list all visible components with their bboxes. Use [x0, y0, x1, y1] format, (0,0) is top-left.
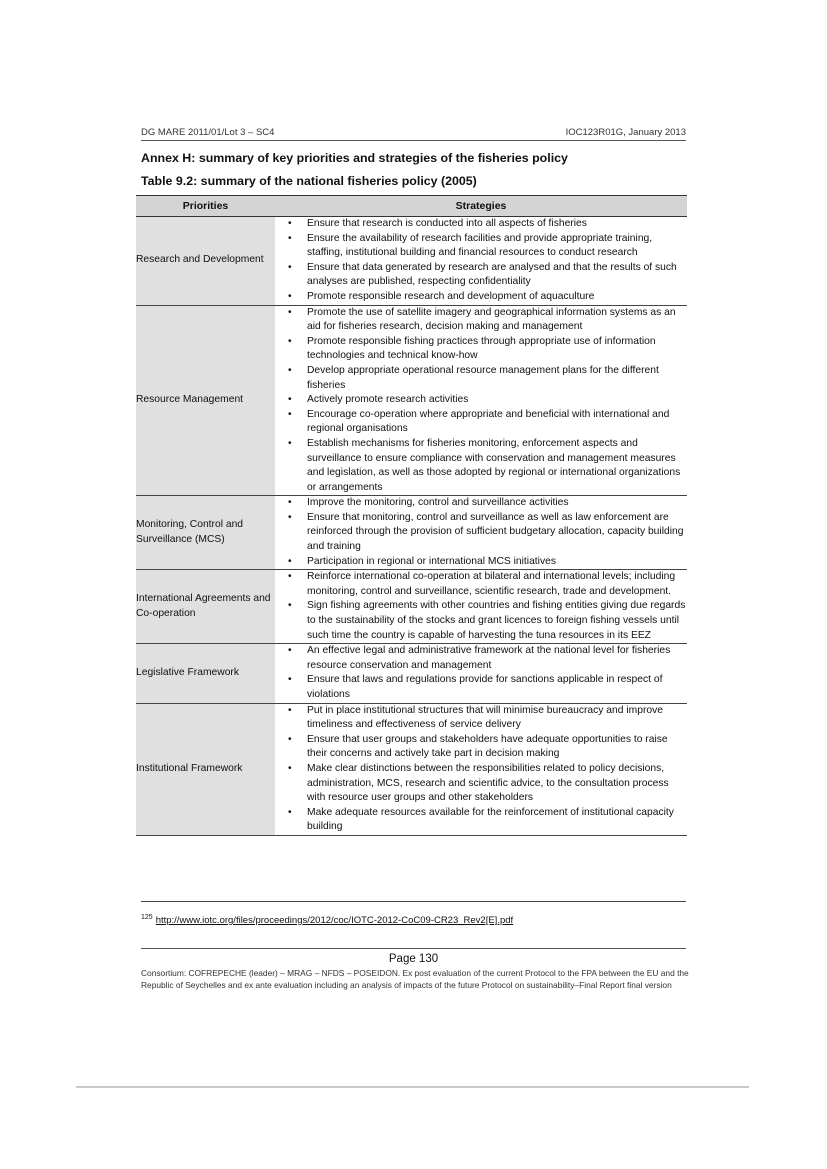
strategy-item: • Ensure that research is conducted into all aspects of fisheries: [275, 217, 687, 232]
priority-cell: Institutional Framework: [136, 703, 275, 835]
strategy-item: • Establish mechanisms for fisheries monitoring, enforcement aspects and surveillance to ensure compliance with conservation and management measures and legislation, as well as those adopted by regional or international organizations or arrangements: [275, 437, 687, 495]
strategy-item: • Promote responsible fishing practices through appropriate use of information technologies and technical know-how: [275, 335, 687, 364]
strategy-list: [275, 217, 687, 305]
header-divider: [141, 140, 686, 141]
header-left: DG MARE 2011/01/Lot 3 – SC4: [141, 127, 275, 138]
strategy-item: • Promote responsible research and development of aquaculture: [275, 290, 687, 305]
policy-table: [136, 195, 687, 836]
footnote-link[interactable]: http://www.iotc.org/files/proceedings/2012/coc/IOTC-2012-CoC09-CR23_Rev2[E].pdf: [155, 915, 514, 927]
strategy-item: • Actively promote research activities: [275, 393, 687, 408]
table-row: [136, 570, 687, 644]
footnote: [141, 914, 513, 926]
strategy-item: • Put in place institutional structures that will minimise bureaucracy and improve timeliness and effectiveness of service delivery: [275, 704, 687, 733]
strategy-list: [275, 570, 687, 643]
strategy-list: [275, 704, 687, 835]
priority-cell: Research and Development: [136, 217, 275, 306]
strategy-item: • Participation in regional or international MCS initiatives: [275, 555, 687, 570]
table-row: [136, 305, 687, 496]
consortium-note: Consortium: COFREPECHE (leader) – MRAG – NFDS – POSEIDON. Ex post evaluation of the current Protocol to the FPA between the EU and the Republic of Seychelles and ex ante evaluation including an analysis of impacts of the future Protocol on sustainability–Final Report final version: [141, 968, 689, 990]
strategy-list: [275, 496, 687, 569]
table-header-row: [136, 196, 687, 217]
strategies-cell: [275, 644, 687, 703]
strategies-cell: [275, 305, 687, 496]
strategy-item: • Improve the monitoring, control and surveillance activities: [275, 496, 687, 511]
table-row: [136, 217, 687, 306]
priority-cell: Resource Management: [136, 305, 275, 496]
table-row: [136, 496, 687, 570]
priority-cell: Monitoring, Control and Surveillance (MCS): [136, 496, 275, 570]
strategy-item: • Ensure that laws and regulations provide for sanctions applicable in respect of violations: [275, 673, 687, 702]
strategy-item: • Make adequate resources available for the reinforcement of institutional capacity building: [275, 806, 687, 835]
page-bottom-divider: [76, 1086, 749, 1088]
strategies-cell: [275, 496, 687, 570]
strategy-item: • Develop appropriate operational resource management plans for the different fisheries: [275, 364, 687, 393]
footnote-number: 125: [141, 914, 153, 921]
strategies-cell: [275, 703, 687, 835]
strategy-list: [275, 306, 687, 496]
strategy-list: [275, 644, 687, 702]
column-header-strategies: Strategies: [275, 196, 687, 217]
footnote-divider: [141, 901, 686, 902]
priority-cell: International Agreements and Co-operation: [136, 570, 275, 644]
strategy-item: • Ensure that user groups and stakeholders have adequate opportunities to raise their concerns and actively take part in decision making: [275, 733, 687, 762]
strategies-cell: [275, 217, 687, 306]
page-header: [141, 127, 686, 138]
strategy-item: • Encourage co-operation where appropriate and beneficial with international and regional organisations: [275, 408, 687, 437]
annex-title: Annex H: summary of key priorities and strategies of the fisheries policy: [141, 151, 568, 165]
page-number: Page 130: [388, 953, 439, 965]
strategy-item: • Reinforce international co-operation at bilateral and international levels; including monitoring, control and surveillance, scientific research, trade and development.: [275, 570, 687, 599]
column-header-priorities: Priorities: [136, 196, 275, 217]
footer-divider: [141, 948, 686, 949]
strategy-item: • An effective legal and administrative framework at the national level for fisheries resource conservation and management: [275, 644, 687, 673]
strategy-item: • Ensure that monitoring, control and surveillance as well as law enforcement are reinforced through the provision of sufficient budgetary allocation, capacity building and training: [275, 511, 687, 555]
table-row: [136, 644, 687, 703]
strategy-item: • Ensure the availability of research facilities and provide appropriate training, staffing, institutional building and financial resources to conduct research: [275, 232, 687, 261]
table-title: Table 9.2: summary of the national fisheries policy (2005): [141, 174, 477, 188]
strategy-item: • Promote the use of satellite imagery and geographical information systems as an aid for fisheries research, decision making and management: [275, 306, 687, 335]
strategies-cell: [275, 570, 687, 644]
strategy-item: • Make clear distinctions between the responsibilities related to policy decisions, administration, MCS, research and scientific advice, to the consultation process with resource user groups and other stakeholders: [275, 762, 687, 806]
strategy-item: • Ensure that data generated by research are analysed and that the results of such analyses are published, respecting confidentiality: [275, 261, 687, 290]
header-right: IOC123R01G, January 2013: [565, 127, 686, 138]
table-row: [136, 703, 687, 835]
strategy-item: • Sign fishing agreements with other countries and fishing entities giving due regards to the sustainability of the stocks and grant licences to foreign fishing vessels until such time the country is capable of harvesting the tuna resources in its EEZ: [275, 599, 687, 643]
priority-cell: Legislative Framework: [136, 644, 275, 703]
